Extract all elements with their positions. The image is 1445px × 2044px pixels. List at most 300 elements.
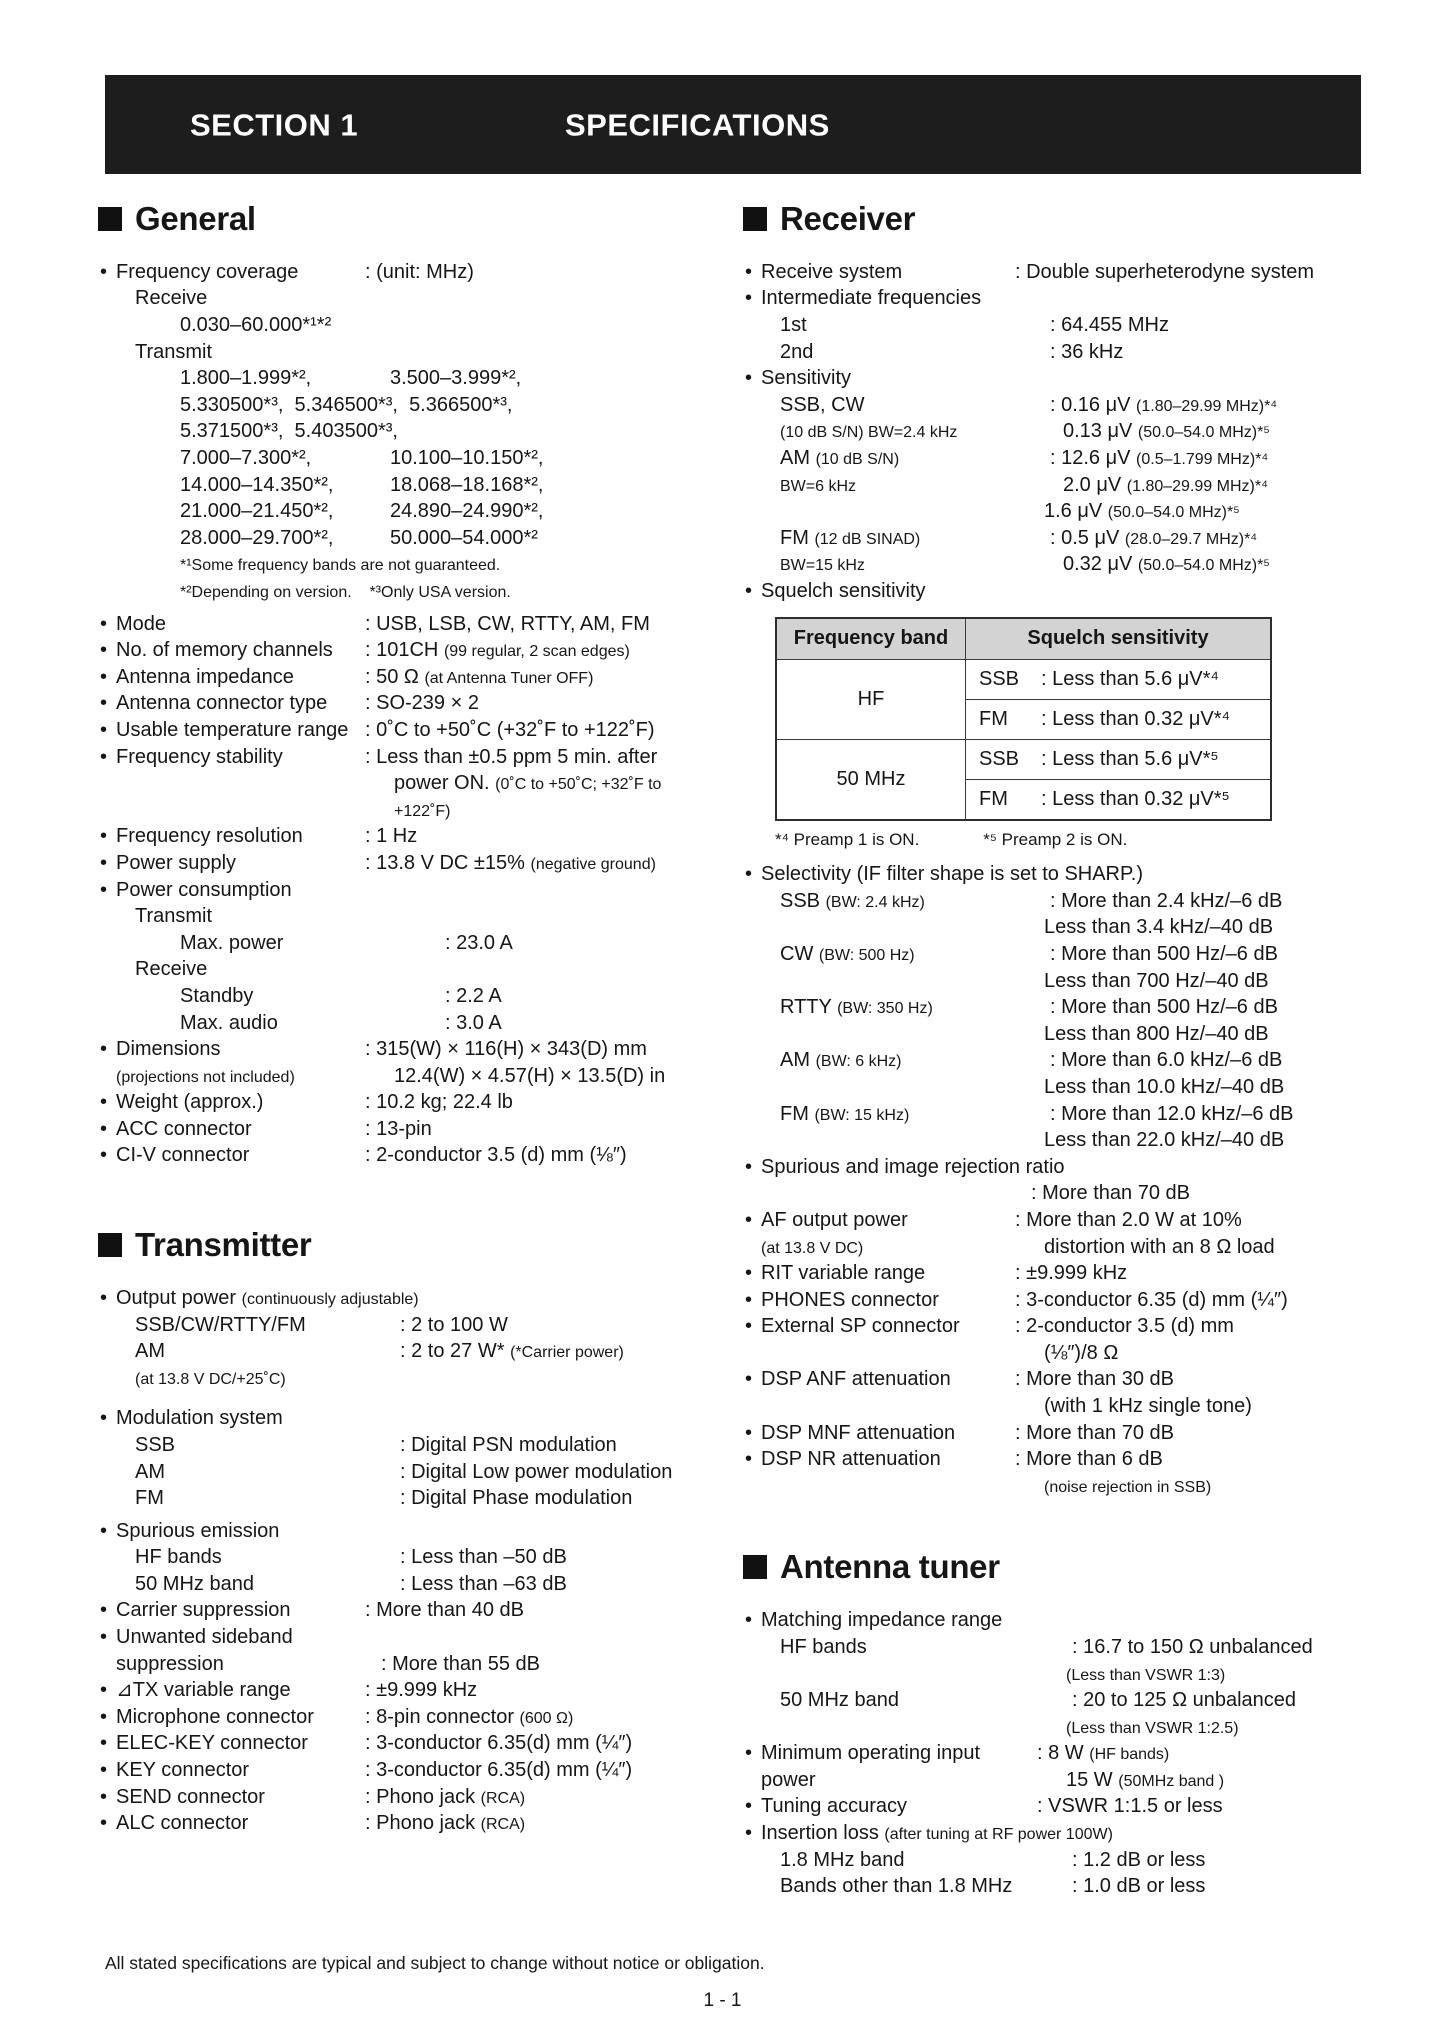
spec-text: : USB, LSB, CW, RTTY, AM, FM [365, 612, 650, 635]
spec-label [745, 1260, 1015, 1287]
spec-text: : ±9.999 kHz [1015, 1262, 1128, 1285]
band-cell-50mhz: 50 MHz [776, 739, 966, 820]
bullet-icon: • [745, 287, 753, 310]
bullet-icon: • [100, 1679, 108, 1702]
spec-text: RTTY [780, 996, 838, 1019]
spec-text: (BW: 350 Hz) [837, 1000, 933, 1018]
spec-label [100, 664, 365, 691]
spec-value [365, 690, 712, 717]
spec-row [745, 418, 1395, 445]
spec-label-wide [745, 285, 1395, 312]
spec-text: : More than 70 dB [1015, 1421, 1174, 1444]
spec-text: (projections not included) [116, 1068, 295, 1086]
spec-text: : 50 Ω [365, 665, 425, 688]
spec-row [745, 1207, 1395, 1234]
spec-text: Tuning accuracy [761, 1795, 907, 1818]
spec-text: (0.5–1.799 MHz)*⁴ [1136, 451, 1269, 469]
bullet-icon: • [745, 1368, 753, 1391]
spec-label-wide [100, 1518, 712, 1545]
spec-text: 28.000–29.700*², [180, 526, 334, 549]
spec-value [1053, 1661, 1395, 1688]
spec-text: +122˚F) [394, 802, 451, 820]
spec-value [1015, 1207, 1395, 1234]
spec-label-wide [100, 903, 712, 930]
spec-text: (50MHz band ) [1118, 1772, 1225, 1790]
spec-label [745, 1313, 1015, 1340]
spec-label [100, 1544, 400, 1571]
spec-value [1037, 1740, 1395, 1767]
spec-row [745, 1714, 1395, 1741]
bullet-icon: • [745, 1448, 753, 1471]
bullet-icon: • [100, 1626, 108, 1649]
bullet-icon: • [100, 851, 108, 874]
spec-row [100, 664, 712, 691]
spec-text: : 0.5 μV [1050, 526, 1125, 549]
spec-row [745, 498, 1395, 525]
spec-row [745, 472, 1395, 499]
spec-text: (BW: 500 Hz) [818, 946, 915, 964]
spec-text: : More than 12.0 kHz/–6 dB [1050, 1102, 1294, 1125]
spec-value [1031, 968, 1395, 995]
square-bullet-icon [98, 1233, 122, 1257]
spec-text: (10 dB S/N) [815, 451, 900, 469]
heading-receiver [743, 197, 1395, 241]
heading-general-label: General [135, 200, 256, 237]
spec-label [745, 1366, 1015, 1393]
bullet-icon: • [745, 1795, 753, 1818]
spec-label [745, 1687, 1072, 1714]
spec-text: 5.330500*³, 5.346500*³, 5.366500*³, [180, 393, 513, 416]
spec-label [745, 418, 1050, 445]
bullet-icon: • [745, 260, 753, 283]
spec-label [100, 1459, 400, 1486]
left-column [100, 197, 712, 1837]
spec-text: (BW: 15 kHz) [814, 1106, 910, 1124]
spec-row [100, 1312, 712, 1339]
spec-value [365, 611, 712, 638]
spec-value [1031, 1473, 1395, 1500]
spec-row [745, 1154, 1395, 1181]
spec-row [745, 1393, 1395, 1420]
spec-text: 21.000–21.450*², [180, 500, 334, 523]
spec-text: (noise rejection in SSB) [1044, 1478, 1212, 1496]
bullet-icon: • [100, 692, 108, 715]
spec-row [745, 1607, 1395, 1634]
squelch-value: : Less than 0.32 μV*⁵ [1041, 787, 1230, 810]
spec-text: (10 dB S/N) BW=2.4 kHz [780, 424, 958, 442]
spec-label-wide [745, 1154, 1395, 1181]
spec-text: AM [780, 1049, 816, 1072]
spec-row [745, 285, 1395, 312]
spec-text: : Double superheterodyne system [1015, 260, 1315, 283]
heading-antenna-tuner [743, 1545, 1395, 1589]
band-cell-hf: HF [776, 659, 966, 739]
antenna-tuner-spec-list [745, 1607, 1395, 1900]
spec-label [100, 823, 365, 850]
spec-text: 7.000–7.300*², [180, 447, 312, 470]
spec-value [400, 1312, 712, 1339]
spec-row [100, 1571, 712, 1598]
spec-row [100, 1597, 712, 1624]
spec-text: HF bands [135, 1546, 222, 1569]
spec-text: (99 regular, 2 scan edges) [443, 643, 630, 661]
spec-text: : VSWR 1:1.5 or less [1037, 1795, 1223, 1818]
spec-text: DSP ANF attenuation [761, 1368, 951, 1391]
bullet-icon: • [100, 1117, 108, 1140]
spec-row [100, 903, 712, 930]
spec-text: (RCA) [480, 1789, 526, 1807]
spec-text: 2.0 μV [1063, 473, 1127, 496]
spec-label [745, 1047, 1050, 1074]
spec-text: *¹Some frequency bands are not guaranteed. [180, 557, 501, 575]
spec-text: 50 MHz band [780, 1689, 899, 1712]
spec-row [100, 1704, 712, 1731]
heading-transmitter-label: Transmitter [135, 1226, 312, 1264]
spec-label [745, 1793, 1037, 1820]
spec-row [100, 312, 712, 339]
spec-text: Selectivity (IF filter shape is set to SHARP.) [761, 863, 1143, 886]
spec-text: HF bands [780, 1635, 867, 1658]
spec-value [365, 1810, 712, 1837]
spec-text: : 2-conductor 3.5 (d) mm (⅛″) [365, 1144, 627, 1167]
bullet-icon: • [745, 1822, 753, 1845]
spec-row [745, 1340, 1395, 1367]
spec-label [745, 1767, 1053, 1794]
spec-row [745, 968, 1395, 995]
spec-label [100, 744, 365, 771]
spec-text: Power supply [116, 851, 237, 874]
spec-text: power [761, 1768, 816, 1791]
spec-value [400, 1544, 712, 1571]
spec-value [365, 850, 712, 877]
spec-text: RIT variable range [761, 1262, 926, 1285]
spec-label [100, 1036, 365, 1063]
spec-label [100, 1757, 365, 1784]
spec-row [100, 690, 712, 717]
spec-label [745, 1101, 1050, 1128]
spec-value [1050, 888, 1395, 915]
spec-row [100, 1338, 712, 1365]
spec-text: : 1.2 dB or less [1072, 1848, 1206, 1871]
spec-row [100, 1089, 712, 1116]
bullet-icon: • [745, 1288, 753, 1311]
spec-text: SSB [135, 1433, 176, 1456]
spec-text: : More than 500 Hz/–6 dB [1050, 996, 1278, 1019]
spec-value [381, 1651, 712, 1678]
spec-row [100, 1142, 712, 1169]
spec-text: : 2-conductor 3.5 (d) mm [1015, 1315, 1234, 1338]
footer-disclaimer: All stated specifications are typical and subject to change without notice or obligation. [105, 1953, 765, 1973]
spec-text: FM [135, 1487, 164, 1510]
bullet-icon: • [745, 1262, 753, 1285]
bullet-icon: • [100, 1812, 108, 1835]
spec-text: : More than 500 Hz/–6 dB [1050, 942, 1278, 965]
spec-text: : Digital PSN modulation [400, 1433, 617, 1456]
spec-text: : 3-conductor 6.35 (d) mm (¼″) [1015, 1288, 1288, 1311]
spec-row [745, 1287, 1395, 1314]
spec-text: 5.371500*³, 5.403500*³, [180, 420, 398, 443]
spec-label-wide [100, 1405, 712, 1432]
spec-text: : 3-conductor 6.35(d) mm (¼″) [365, 1732, 633, 1755]
spec-text: : 12.6 μV [1050, 447, 1137, 470]
spec-row [100, 1624, 712, 1651]
spec-label-wide [100, 1285, 712, 1312]
spec-value [1053, 1767, 1395, 1794]
spec-row [100, 445, 712, 472]
spec-label [100, 1810, 365, 1837]
spec-text: 1.8 MHz band [780, 1848, 905, 1871]
spec-row [745, 1021, 1395, 1048]
spec-row [745, 1873, 1395, 1900]
spec-value [365, 1116, 712, 1143]
spec-label [745, 259, 1015, 286]
heading-antenna-tuner-label: Antenna tuner [780, 1548, 1000, 1586]
spec-value [1015, 1446, 1395, 1473]
spec-text: : 0˚C to +50˚C (+32˚F to +122˚F) [365, 718, 655, 741]
spec-text: : More than 6.0 kHz/–6 dB [1050, 1049, 1283, 1072]
spec-row [745, 1793, 1395, 1820]
spec-label [100, 611, 365, 638]
spec-text: 0.13 μV [1063, 420, 1138, 443]
spec-text: (at 13.8 V DC/+25˚C) [135, 1370, 286, 1388]
spec-text: : 8 W [1037, 1742, 1090, 1765]
spec-text: distortion with an 8 Ω load [1044, 1235, 1275, 1258]
spec-text: CI-V connector [116, 1144, 250, 1167]
spec-text: 15 W [1066, 1768, 1119, 1791]
spec-value [1031, 1180, 1395, 1207]
spec-label [100, 983, 445, 1010]
spec-label-wide [100, 285, 712, 312]
general-spec-list [100, 259, 712, 1169]
spec-text: : Less than ±0.5 ppm 5 min. after [365, 745, 658, 768]
square-bullet-icon [743, 207, 767, 231]
bullet-icon: • [745, 1208, 753, 1231]
spec-row [745, 888, 1395, 915]
bullet-icon: • [100, 1407, 108, 1430]
spec-row [100, 1651, 712, 1678]
spec-text: : 2 to 27 W* [400, 1340, 511, 1363]
spec-row [745, 312, 1395, 339]
spec-label [745, 472, 1050, 499]
spec-text: AM [135, 1460, 165, 1483]
spec-label [100, 1704, 365, 1731]
spec-label [745, 1740, 1037, 1767]
spec-text: (⅛″)/8 Ω [1044, 1341, 1119, 1364]
spec-text: : 16.7 to 150 Ω unbalanced [1072, 1635, 1313, 1658]
spec-label-wide [100, 445, 712, 472]
spec-row [100, 472, 712, 499]
spec-row [100, 1485, 712, 1512]
spec-text: Max. power [180, 931, 284, 954]
spec-value [365, 744, 712, 771]
spec-row [100, 850, 712, 877]
spec-label [100, 1063, 381, 1090]
spec-value [1050, 551, 1395, 578]
spec-value [365, 259, 712, 286]
spec-row [100, 1405, 712, 1432]
mode-label: SSB [979, 667, 1020, 690]
spec-row [745, 1473, 1395, 1500]
table-header-squelch-sensitivity: Squelch sensitivity [966, 618, 1272, 660]
spec-text: (at 13.8 V DC) [761, 1239, 864, 1257]
spec-row [100, 611, 712, 638]
spec-text: (600 Ω) [519, 1709, 574, 1727]
spec-value [1015, 259, 1395, 286]
spec-row [745, 578, 1395, 605]
squelch-sensitivity-table [775, 617, 1272, 821]
spec-row [745, 914, 1395, 941]
spec-row [745, 1687, 1395, 1714]
spec-text: Minimum operating input [761, 1742, 980, 1765]
spec-text: (BW: 2.4 kHz) [825, 893, 925, 911]
spec-row [745, 525, 1395, 552]
spec-row [745, 1047, 1395, 1074]
spec-text: *²Depending on version. *³Only USA version. [180, 584, 511, 601]
spec-value [365, 637, 712, 664]
spec-label [100, 1338, 400, 1365]
spec-row [100, 1784, 712, 1811]
spec-value [1031, 1074, 1395, 1101]
spec-text: Insertion loss [761, 1822, 885, 1845]
squelch-value: : Less than 5.6 μV*⁵ [1041, 747, 1219, 770]
bullet-icon: • [745, 580, 753, 602]
bullet-icon: • [745, 1315, 753, 1338]
heading-general [98, 197, 712, 241]
spec-text: Output power [116, 1286, 242, 1309]
spec-label [100, 1571, 400, 1598]
spec-value [445, 1010, 712, 1037]
spec-value [1037, 1793, 1395, 1820]
spec-text: : 13-pin [365, 1117, 432, 1140]
spec-text: ACC connector [116, 1117, 252, 1140]
spec-label [745, 551, 1050, 578]
spec-text: BW=15 kHz [780, 557, 865, 575]
spec-text: AM [780, 447, 816, 470]
spec-text: Power consumption [116, 878, 292, 901]
spec-text: DSP NR attenuation [761, 1448, 941, 1471]
spec-label-wide [100, 1624, 712, 1651]
spec-text: : SO-239 × 2 [365, 692, 479, 715]
spec-value [1050, 472, 1395, 499]
spec-text: Transmit [135, 340, 213, 363]
spec-text: : 13.8 V DC ±15% [365, 851, 531, 874]
spec-row [100, 525, 712, 552]
spec-row [100, 1677, 712, 1704]
spec-row [100, 930, 712, 957]
spec-row [100, 498, 712, 525]
spec-label [745, 1207, 1015, 1234]
spec-label-wide [745, 1820, 1395, 1847]
spec-row [745, 1420, 1395, 1447]
spec-label [100, 1116, 365, 1143]
spec-value [1015, 1287, 1395, 1314]
bullet-icon: • [745, 863, 753, 886]
spec-text: : Less than –50 dB [400, 1546, 567, 1569]
spec-text: : More than 6 dB [1015, 1448, 1163, 1471]
spec-value [365, 717, 712, 744]
bullet-icon: • [100, 1144, 108, 1167]
spec-row [100, 744, 712, 771]
transmitter-spec-list [100, 1285, 712, 1837]
spec-text: : 10.2 kg; 22.4 lb [365, 1091, 513, 1114]
spec-row [100, 1365, 712, 1392]
spec-label-wide [100, 956, 712, 983]
spec-text: : 20 to 125 Ω unbalanced [1072, 1689, 1297, 1712]
spec-label [745, 1420, 1015, 1447]
bullet-icon: • [100, 1759, 108, 1782]
spec-row [100, 717, 712, 744]
spec-text: : 64.455 MHz [1050, 314, 1169, 337]
spec-label-wide [100, 877, 712, 904]
spec-row [100, 1036, 712, 1063]
bullet-icon: • [100, 639, 108, 662]
spec-value [400, 1459, 712, 1486]
spec-label-wide [100, 339, 712, 366]
spec-row [745, 1634, 1395, 1661]
page-title: SPECIFICATIONS [565, 106, 830, 142]
spec-row [100, 578, 712, 605]
square-bullet-icon [98, 207, 122, 231]
bullet-icon: • [100, 1519, 108, 1542]
spec-value [1072, 1687, 1395, 1714]
spec-value [365, 1036, 712, 1063]
spec-text: 1.6 μV [1044, 500, 1108, 523]
spec-label [745, 1287, 1015, 1314]
spec-label-wide [745, 861, 1395, 888]
spec-value [1031, 1393, 1395, 1420]
spec-value [1031, 1234, 1395, 1261]
spec-value [1031, 1127, 1395, 1154]
spec-text: Dimensions [116, 1038, 221, 1061]
spec-label [100, 1651, 381, 1678]
spec-text: (at Antenna Tuner OFF) [424, 669, 594, 687]
bullet-icon: • [100, 1785, 108, 1808]
spec-text: Less than 22.0 kHz/–40 dB [1044, 1129, 1285, 1152]
spec-label [745, 525, 1050, 552]
spec-label-wide [100, 392, 712, 419]
spec-text: Matching impedance range [761, 1609, 1003, 1632]
spec-text: power ON. [394, 772, 496, 795]
spec-text: Intermediate frequencies [761, 287, 982, 310]
spec-row [100, 365, 712, 392]
spec-label [745, 1634, 1072, 1661]
bullet-icon: • [100, 1091, 108, 1114]
spec-text: 18.068–18.168*², [390, 473, 544, 496]
spec-value [1050, 339, 1395, 366]
spec-text: (28.0–29.7 MHz)*⁴ [1124, 530, 1258, 548]
spec-text: Unwanted sideband [116, 1626, 293, 1649]
spec-value [365, 823, 712, 850]
spec-text: : 2.2 A [445, 984, 502, 1007]
spec-value [1031, 498, 1395, 525]
receiver-spec-list-top [745, 259, 1395, 605]
spec-row [100, 797, 712, 824]
spec-text: : Digital Phase modulation [400, 1487, 633, 1510]
spec-text: (1.80–29.99 MHz)*⁴ [1136, 397, 1278, 415]
spec-row [100, 1544, 712, 1571]
bullet-icon: • [100, 1038, 108, 1061]
spec-value [1072, 1847, 1395, 1874]
spec-text: : 0.16 μV [1050, 393, 1137, 416]
spec-label [100, 259, 365, 286]
spec-text: ALC connector [116, 1812, 249, 1835]
spec-row [100, 1285, 712, 1312]
spec-value [381, 1063, 712, 1090]
spec-label [100, 1597, 365, 1624]
squelch-value: : Less than 5.6 μV*⁴ [1041, 667, 1219, 690]
spec-row [100, 392, 712, 419]
spec-row [100, 1810, 712, 1837]
